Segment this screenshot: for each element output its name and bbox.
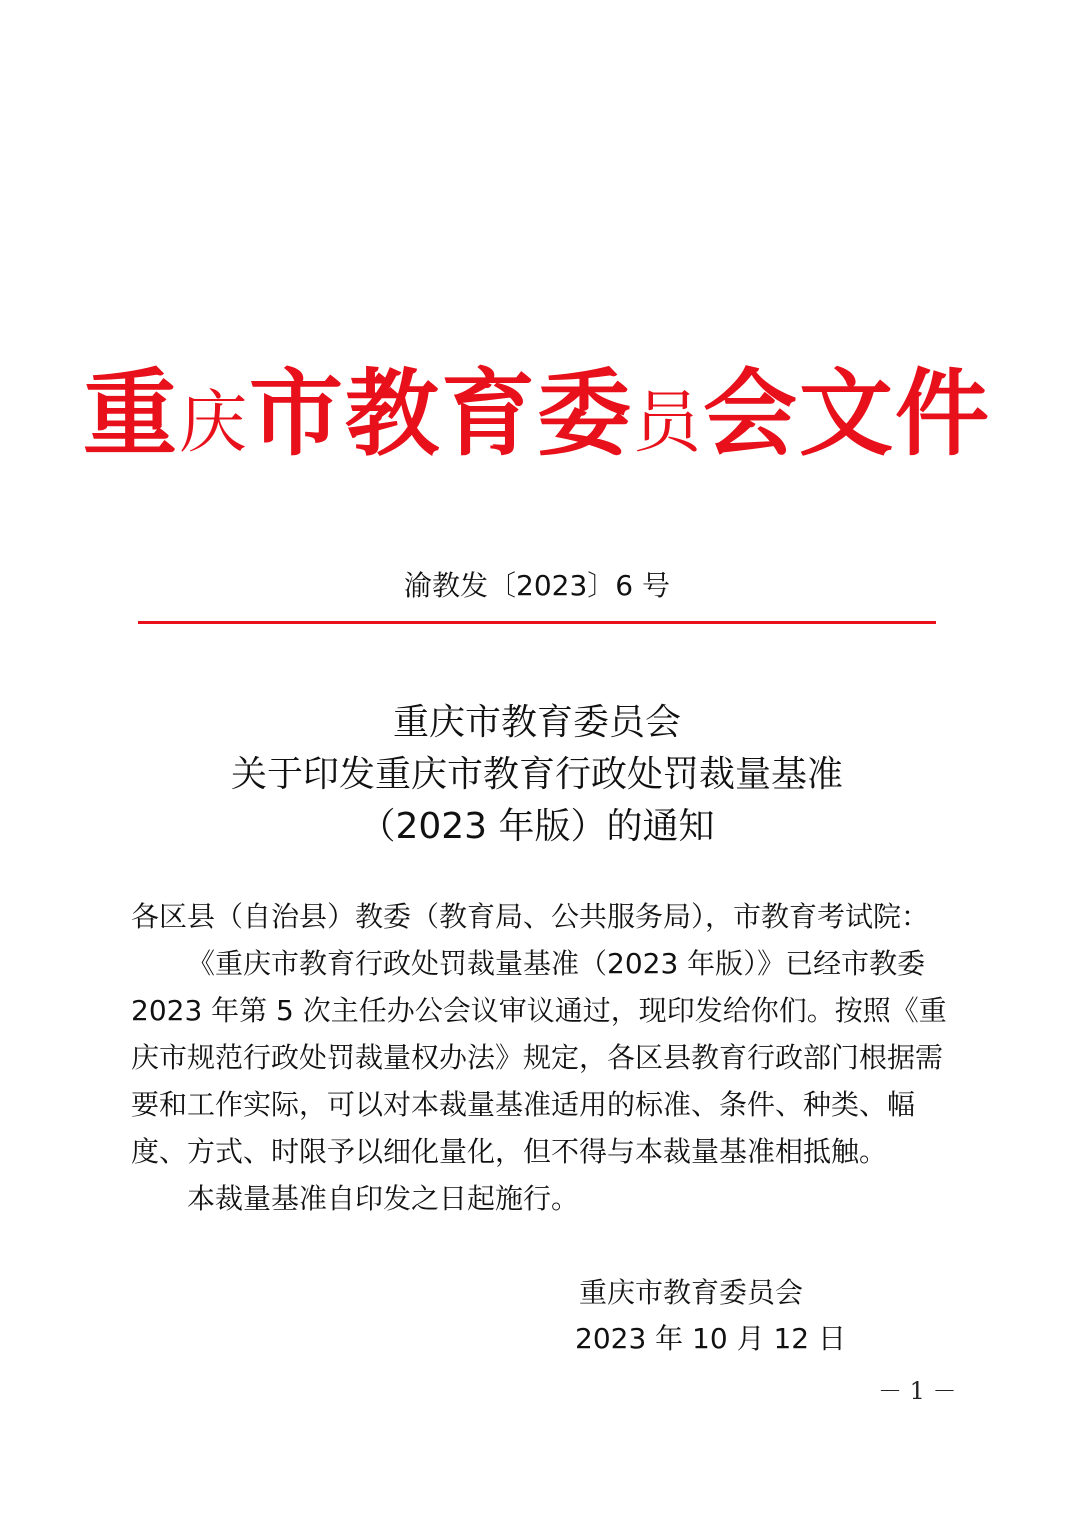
red-divider-line <box>138 621 936 624</box>
title-line-3: （2023 年版）的通知 <box>359 806 715 847</box>
signature-block <box>575 1270 846 1362</box>
document-body <box>131 893 951 1222</box>
body-paragraph-1: 《重庆市教育行政处罚裁量基准（2023 年版）》已经市教委 2023 年第 5 次主任办公会议审议通过，现印发给你们。按照《重庆市规范行政处罚裁量权办法》规定，各区县教育行政部门根据需要和工作实际，可以对本裁量基准适用的标准、条件、种类、幅度、方式、时限予以细化量化，但不得与本裁量基准相抵触。 <box>131 947 947 1168</box>
body-paragraph-2: 本裁量基准自印发之日起施行。 <box>187 1182 580 1215</box>
masthead-chars: 会文件 <box>703 360 992 469</box>
document-number: 渝教发〔2023〕6 号 <box>404 569 670 602</box>
signature-organization: 重庆市教育委员会 <box>579 1276 804 1309</box>
title-line-2: 关于印发重庆市教育行政处罚裁量基准 <box>230 754 843 795</box>
masthead-char-small: 庆 <box>178 384 249 463</box>
page-number: － 1 － <box>878 1377 957 1405</box>
masthead-char: 重 <box>82 360 179 469</box>
masthead-char-small: 员 <box>633 384 704 463</box>
signature-date: 2023 年 10 月 12 日 <box>575 1322 847 1355</box>
masthead-title <box>0 355 1074 484</box>
document-title <box>0 697 1074 853</box>
title-line-1: 重庆市教育委员会 <box>392 702 681 743</box>
addressee-line: 各区县（自治县）教委（教育局、公共服务局），市教育考试院： <box>131 900 930 933</box>
masthead-chars: 市教育委 <box>248 360 633 469</box>
